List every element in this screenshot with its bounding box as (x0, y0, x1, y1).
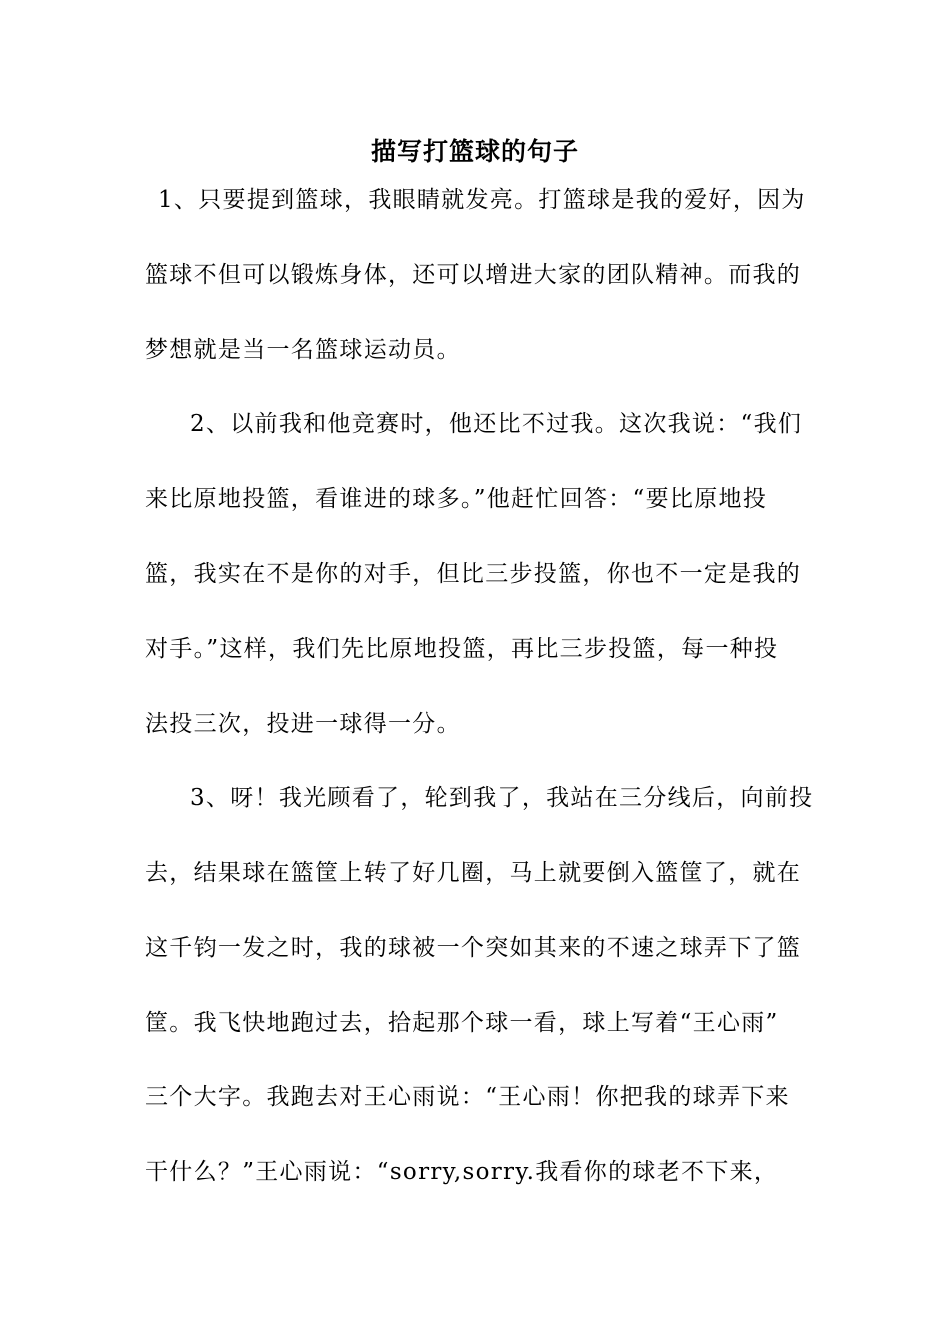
paragraph-3-line-6: 干什么？”王心雨说：“sorry,sorry.我看你的球老不下来， (145, 1159, 779, 1185)
paragraph-2-line-1: 2、以前我和他竞赛时，他还比不过我。这次我说：“我们 (190, 411, 803, 437)
paragraph-1-line-1: 1、只要提到篮球，我眼睛就发亮。打篮球是我的爱好，因为 (158, 187, 806, 213)
paragraph-2-line-4: 对手。”这样，我们先比原地投篮，再比三步投篮，每一种投 (145, 636, 779, 662)
paragraph-3-line-2: 去，结果球在篮筐上转了好几圈，马上就要倒入篮筐了，就在 (145, 860, 802, 886)
paragraph-3-line-5: 三个大字。我跑去对王心雨说：“王心雨！你把我的球弄下来 (145, 1084, 790, 1110)
document-title: 描写打篮球的句子 (370, 137, 579, 166)
paragraph-3-line-4: 筐。我飞快地跑过去，拾起那个球一看，球上写着“王心雨” (145, 1010, 779, 1036)
paragraph-2-line-3: 篮，我实在不是你的对手，但比三步投篮，你也不一定是我的 (145, 561, 802, 587)
paragraph-1-line-2: 篮球不但可以锻炼身体，还可以增进大家的团队精神。而我的 (145, 262, 802, 288)
paragraph-2-line-2: 来比原地投篮，看谁进的球多。”他赶忙回答：“要比原地投 (145, 486, 768, 512)
paragraph-3-line-1: 3、呀！我光顾看了，轮到我了，我站在三分线后，向前投 (190, 785, 814, 811)
paragraph-3-line-3: 这千钧一发之时，我的球被一个突如其来的不速之球弄下了篮 (145, 935, 802, 961)
paragraph-2-line-5: 法投三次，投进一球得一分。 (145, 711, 461, 737)
paragraph-1-line-3: 梦想就是当一名篮球运动员。 (145, 337, 461, 363)
